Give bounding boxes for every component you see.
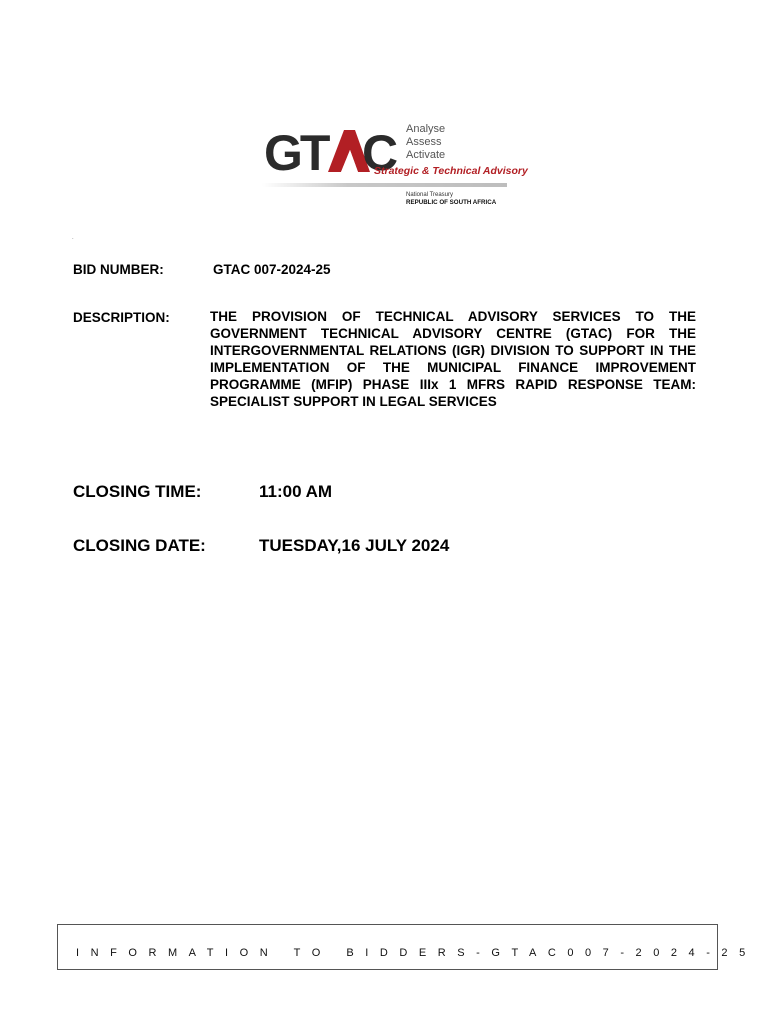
footer-text: INFORMATION TO BIDDERS-GTAC007-2024-25	[76, 947, 757, 959]
logo-sub-brand: Strategic & Technical Advisory	[374, 165, 528, 177]
svg-text:C: C	[362, 125, 399, 181]
bid-number-label: BID NUMBER:	[73, 262, 164, 277]
logo-divider	[262, 183, 507, 187]
description-label: DESCRIPTION:	[73, 310, 170, 325]
treasury-credit	[406, 192, 496, 206]
description-value: THE PROVISION OF TECHNICAL ADVISORY SERVICES TO THE GOVERNMENT TECHNICAL ADVISORY CENTRE (GTAC) FOR THE INTERGOVERNMENTAL RELATIONS (IGR) DIVISION TO SUPPORT IN THE IMPLEMENTATION OF THE MUNICIPAL FINANCE IMPROVEMENT PROGRAMME (MFIP) PHASE IIIx 1 MFRS RAPID RESPONSE TEAM: SPECIALIST SUPPORT IN LEGAL SERVICES	[210, 309, 696, 409]
closing-time-value: 11:00 AM	[259, 482, 333, 501]
closing-date-value: TUESDAY,16 JULY 2024	[259, 536, 450, 555]
svg-text:GT: GT	[264, 125, 328, 181]
tagline-line: Assess	[406, 136, 442, 148]
closing-date-label: CLOSING DATE:	[73, 536, 206, 555]
logo-tagline	[406, 123, 445, 162]
tagline-line: Activate	[406, 149, 446, 161]
stray-mark: .	[72, 235, 74, 241]
treasury-country: REPUBLIC OF SOUTH AFRICA	[406, 199, 497, 206]
gtac-logo	[262, 112, 528, 212]
footer-box	[57, 924, 757, 970]
treasury-line: National Treasury	[406, 192, 454, 198]
bid-number-value: GTAC 007-2024-25	[213, 262, 331, 277]
tagline-line: Analyse	[406, 123, 446, 135]
closing-time-label: CLOSING TIME:	[73, 482, 202, 501]
